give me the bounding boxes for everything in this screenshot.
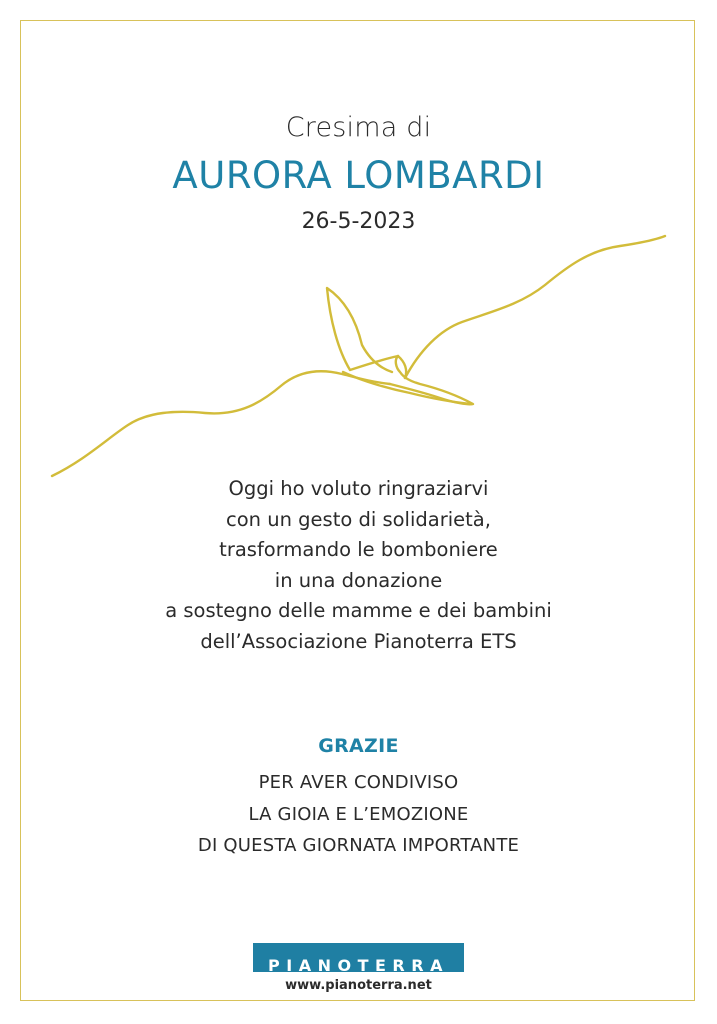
event-date: 26-5-2023 <box>301 209 416 234</box>
message-line: in una donazione <box>274 568 443 592</box>
thanks-line: LA GIOIA E L’EMOZIONE <box>248 803 469 825</box>
pianoterra-logo <box>253 943 464 972</box>
thanks-line: DI QUESTA GIORNATA IMPORTANTE <box>197 835 520 856</box>
message-line: con un gesto di solidarietà, <box>226 507 491 531</box>
thanks-line: PER AVER CONDIVISO <box>258 772 459 793</box>
message-line: Oggi ho voluto ringraziarvi <box>228 477 489 500</box>
logo-text: PIANOTERRA <box>268 956 449 972</box>
message-line: trasformando le bomboniere <box>219 538 498 561</box>
message-line: dell’Associazione Pianoterra ETS <box>200 629 517 653</box>
celebrant-name: AURORA LOMBARDI <box>172 154 545 197</box>
message-block <box>0 474 717 657</box>
thanks-block <box>0 767 717 862</box>
title-prefix: Cresima di <box>285 112 432 143</box>
thanks-heading: GRAZIE <box>318 735 399 757</box>
website-link[interactable]: www.pianoterra.net <box>285 978 432 993</box>
message-line: a sostegno delle mamme e dei bambini <box>165 599 552 622</box>
